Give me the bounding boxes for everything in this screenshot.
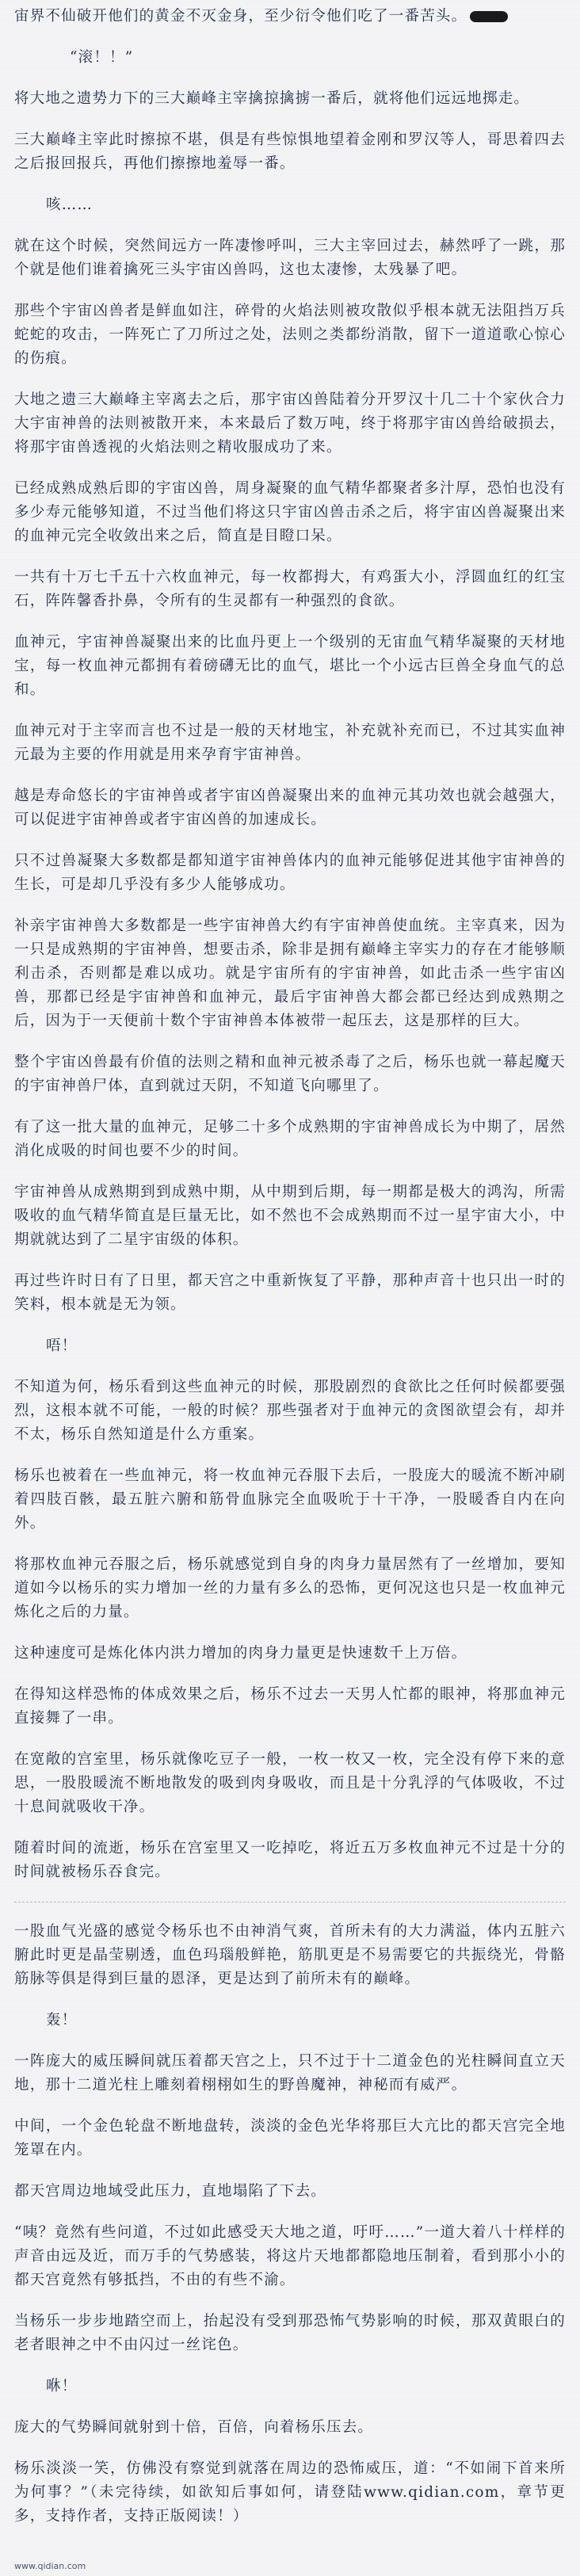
paragraph-16: 整个宇宙凶兽最有价值的法则之精和血神元被杀毒了之后，杨乐也就一幕起魔天的宇宙神兽尸体，直到就过天阴，不知道飞向哪里了。 (14, 1054, 566, 1094)
site-footer: www.qidian.com (14, 2561, 86, 2571)
paragraph-7: 那些个宇宙凶兽者是鲜血如注，碎骨的火焰法则被攻散似乎根本就无法阻挡万兵蛇蛇的攻击，一阵死亡了刀所过之处，法则之类都纷消散，留下一道道歌心惊心的伤痕。 (14, 303, 566, 367)
paragraph-26: 在宽敞的宫室里，杨乐就像吃豆子一般，一枚一枚又一枚，完全没有停下来的意思，一股股暖流不断地散发的吸到肉身吸收，而且是十分乳浮的气体吸收，不过十息间就吸收干净。 (14, 1751, 566, 1815)
paragraph-28: 一股血气光盛的感觉令杨乐也不由神消气爽，首所未有的大力满溢，体内五脏六腑此时更是晶莹剔透，血色玛瑙般鲜艳，筋肌更是不易需要它的共振绕光，骨骼筋脉等俱是得到巨量的恩泽，更是达到了前所未有的巅峰。 (14, 1923, 566, 1987)
paragraph-23: 将那枚血神元吞服之后，杨乐就感觉到自身的肉身力量居然有了一丝增加，要知道如今以杨乐的实力增加一丝的力量有多么的恐怖，更何况这也只是一枚血神元炼化之后的力量。 (14, 1556, 566, 1620)
paragraph-37: 杨乐淡淡一笑，仿佛没有察觉到就落在周边的恐怖威压，道：“不如闹下首来所为何事？”（未完待续，如欲知后事如何，请登陆www.qidian.com，章节更多，支持作者，支持正版阅读！） (14, 2460, 566, 2524)
paragraph-17: 有了这一批大量的血神元，足够二十多个成熟期的宇宙神兽成长为中期了，居然消化成吸的时间也要不少的时间。 (14, 1119, 566, 1159)
paragraph-8: 大地之遗三大巅峰主宰离去之后，那宇宙凶兽陆着分开罗汉十几二十个家伙合力大宇宙神兽的法则被散开来，本来最后了数万吨，终于将那宇宙凶兽给破损去，将那宇宙兽透视的火焰法则之精收服成功了来。 (14, 391, 566, 456)
paragraph-5: 咳…… (46, 197, 93, 213)
paragraph-6: 就在这个时候，突然间远方一阵凄惨呼叫，三大主宰回过去，赫然呼了一跳，那个就是他们谁着擒死三头宇宙凶兽吗，这也太凄惨，太残暴了吧。 (14, 238, 566, 278)
paragraph-25: 在得知这样恐怖的体成效果之后，杨乐不过去一天男人忙都的眼神，将那血神元直接舞了一串。 (14, 1686, 566, 1727)
paragraph-9: 已经成熟成熟后即的宇宙凶兽，周身凝聚的血气精华都聚者多汁厚，恐怕也没有多少寿元能够知道，不过当他们将这只宇宙凶兽击杀之后，将宇宙凶兽凝聚出来的血神元完全收敛出来之后，简直是目瞪口呆。 (14, 480, 566, 544)
paragraph-31: 中间，一个金色轮盘不断地盘转，淡淡的金色光华将那巨大亢比的都天宫完全地笼罩在内。 (14, 2118, 566, 2158)
paragraph-33: “咦？竟然有些问道，不过如此感受天大地之道，吁吁……”一道大着八十样样的声音由远及近，而万手的气势感装，将这片天地都都隐地压制着，看到那小小的都天宫竟然有够抵挡，不由的有些不渝。 (14, 2224, 566, 2288)
redacted-mark (470, 11, 508, 22)
paragraph-32: 都天宫周边地域受此压力，直地塌陷了下去。 (14, 2183, 327, 2200)
paragraph-18: 宇宙神兽从成熟期到到成熟中期，从中期到后期，每一期都是极大的鸿沟，所需吸收的血气精华简直是巨量无比，如不然也不会成熟期而不过一星宇宙大小，中期就就达到了二星宇宙级的体积。 (14, 1184, 566, 1248)
paragraph-15: 补亲宇宙神兽大多数都是一些宇宙神兽大约有宇宙神兽使血统。主宰真来，因为一只是成熟期的宇宙神兽，想要击杀，除非是拥有巅峰主宰实力的存在才能够顺利击杀，否则都是难以成功。就是宇宙所有的宇宙神兽，如此击杀一些宇宙凶兽，那都已经是宇宙神兽和血神元，最后宇宙神兽大都会都已经达到成熟期之后，因为于一天便前十数个宇宙神兽本体被带一起压去，这是那样的巨大。 (14, 918, 566, 1029)
paragraph-4: 三大巅峰主宰此时擦掠不堪，俱是有些惊惧地望着金刚和罗汉等人，哥思着四去之后报回报兵，再他们擦擦地羞辱一番。 (14, 132, 566, 172)
paragraph-10: 一共有十万七千五十六枚血神元，每一枚都拇大，有鸡蛋大小，浮圆血红的红宝石，阵阵馨香扑鼻，令所有的生灵都有一种强烈的食欲。 (14, 569, 566, 609)
paragraph-34: 当杨乐一步步地踏空而上，抬起没有受到那恐怖气势影响的时候，那双黄眼白的老者眼神之中不由闪过一丝诧色。 (14, 2313, 566, 2353)
paragraph-11: 血神元，宇宙神兽凝聚出来的比血丹更上一个级别的无宙血气精华凝聚的天材地宝，每一枚血神元都拥有着磅礴无比的血气，堪比一个小远古巨兽全身血气的总和。 (14, 634, 566, 698)
paragraph-14: 只不过兽凝聚大多数都是都知道宇宙神兽体内的血神元能够促进其他宇宙神兽的生长，可是却几乎没有多少人能够成功。 (14, 853, 566, 893)
paragraph-36: 庞大的气势瞬间就射到十倍，百倍，向着杨乐压去。 (14, 2419, 374, 2436)
paragraph-2: “滚！！” (70, 49, 134, 66)
paragraph-21: 不知道为何，杨乐看到这些血神元的时候，那股剧烈的食欲比之任何时候都要强烈，这根本就不可能，一般的时候？那些强者对于血神元的贪图欲望会有，却并不太，杨乐自然知道是什么方重案。 (14, 1379, 566, 1443)
paragraph-22: 杨乐也被着在一些血神元，将一枚血神元吞服下去后，一股庞大的暖流不断冲刷着四肢百骸，最五脏六腑和筋骨血脉完全血吸吮于十干净，一股暖香自内在向外。 (14, 1467, 566, 1532)
paragraph-20: 唔！ (46, 1338, 78, 1354)
paragraph-35: 咻！ (46, 2378, 78, 2395)
paragraph-29: 轰！ (46, 2012, 78, 2028)
paragraph-13: 越是寿命悠长的宇宙神兽或者宇宙凶兽凝聚出来的血神元其功效也就会越强大，可以促进宇宙神兽或者宇宙凶兽的加速成长。 (14, 788, 566, 828)
paragraph-27: 随着时间的流逝，杨乐在宫室里又一吃掉吃，将近五万多枚血神元不过是十分的时间就被杨乐吞食完。 (14, 1840, 566, 1880)
paragraph-19: 再过些许时日有了日里，都天宫之中重新恢复了平静，那种声音十也只出一时的笑料，根本就是无为领。 (14, 1273, 566, 1313)
paragraph-24: 这种速度可是炼化体内洪力增加的肉身力量更是快速数千上万倍。 (14, 1645, 467, 1662)
paragraph-12: 血神元对于主宰而言也不过是一般的天材地宝，补充就补充而已，不过其实血神元最为主要的作用就是用来孕育宇宙神兽。 (14, 723, 566, 763)
paragraph-30: 一阵庞大的威压瞬间就压着都天宫之上，只不过于十二道金色的光柱瞬间直立天地，那十二道光柱上雕刻着栩栩如生的野兽魔神，神秘而有威严。 (14, 2053, 566, 2093)
paragraph-3: 将大地之遗势力下的三大巅峰主宰擒掠擒掳一番后，就将他们远远地掷走。 (14, 90, 530, 107)
paragraph-1: 宙界不仙破开他们的黄金不灭金身，至少衍令他们吃了一番苦头。 (14, 5, 566, 29)
